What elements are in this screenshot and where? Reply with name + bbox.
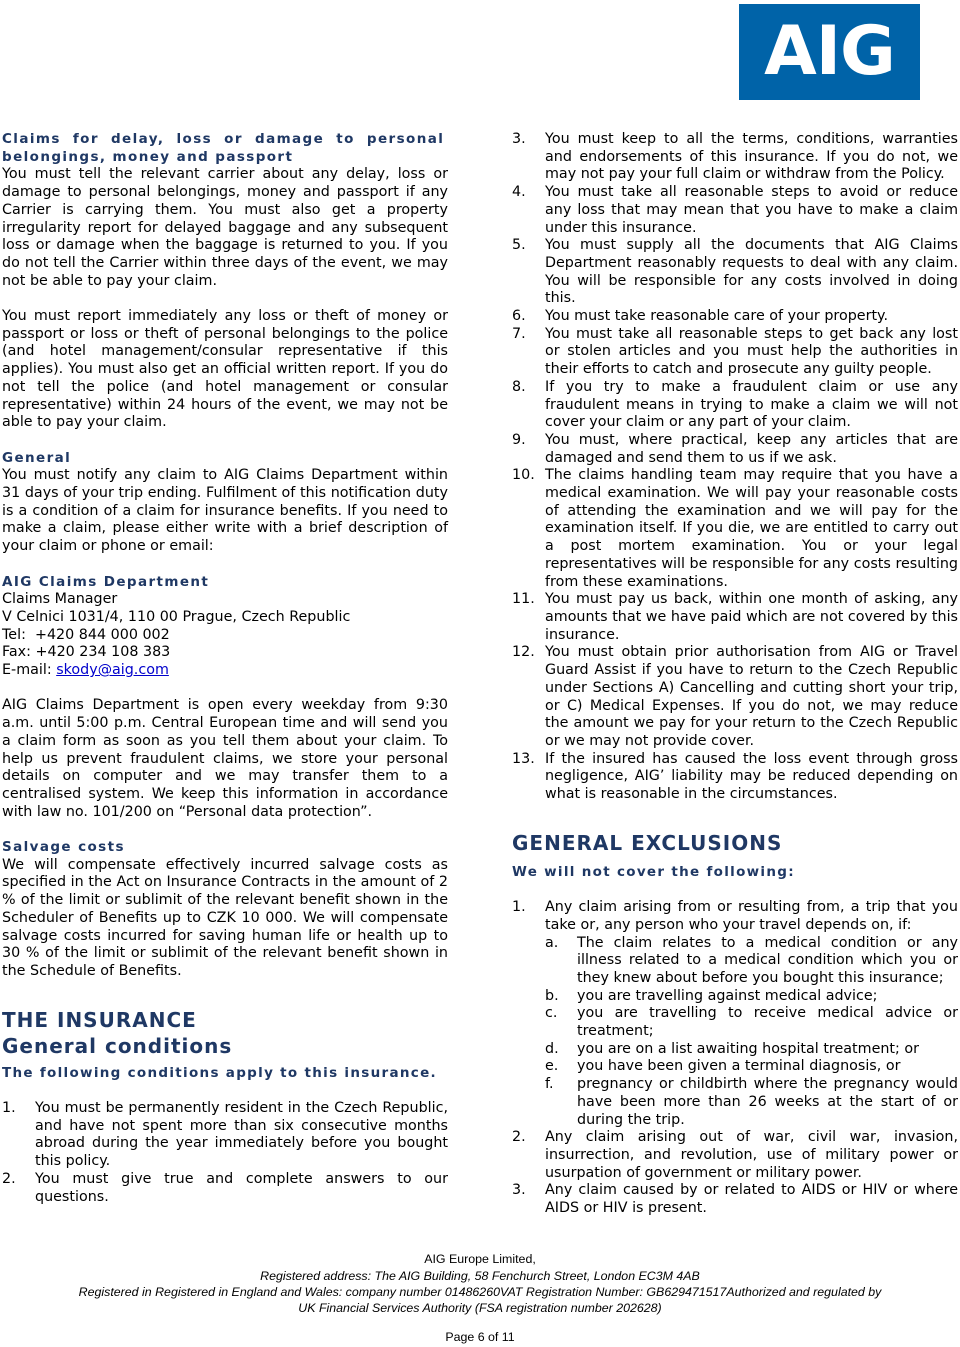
claims-heading-line-1: Claims for delay, loss or damage to personal bbox=[2, 131, 445, 147]
sub-item-text: The claim relates to a medical condition or any illness related to a medical condition which you or they knew about before you bought this insurance; bbox=[577, 934, 958, 986]
condition-item bbox=[512, 467, 958, 591]
sub-item-text: you have been given a terminal diagnosis, or bbox=[577, 1058, 901, 1075]
salvage-paragraph: We will compensate effectively incurred salvage costs as specified in the Act on Insurance Contracts in the amount of 2 % of the limit or sublimit of the relevant benefit shown in the Scheduler of Benefits up to CZK 10 000. We will compensate salvage costs incurred for saving human life or health up to 30 % of the limit or sublimit of the relevant benefit shown in the Schedule of Benefits. bbox=[2, 856, 448, 979]
condition-number: 8. bbox=[512, 378, 526, 395]
condition-number: 6. bbox=[512, 308, 526, 325]
dept-email-row bbox=[2, 662, 448, 680]
exclusion-sub-item bbox=[545, 1058, 958, 1076]
condition-text: You must obtain prior authorisation from AIG or Travel Guard Assist if you have to return to the Czech Republic under Sections A) Cancelling and cutting short your trip, or C) Medical Expenses. If you do not, we may reduce the amount we pay for your return to the Czech Republic or we may not provide cover. bbox=[545, 644, 958, 749]
salvage-heading: Salvage costs bbox=[2, 839, 125, 856]
condition-text: You must give true and complete answers to our questions. bbox=[35, 1170, 448, 1205]
exclusions-intro: We will not cover the following: bbox=[512, 863, 795, 880]
condition-number: 4. bbox=[512, 184, 526, 201]
condition-text: You must supply all the documents that AIG Claims Department reasonably requests to deal with any claim. You will be responsible for any costs involved in doing this. bbox=[545, 237, 958, 307]
condition-text: You must take all reasonable steps to get back any lost or stolen articles and you must help the authorities in their efforts to catch and prosecute any guilty people. bbox=[545, 325, 958, 378]
aig-logo-text: AIG bbox=[764, 12, 895, 91]
footer-regulation: UK Financial Services Authority (FSA registration number 202628) bbox=[298, 1301, 662, 1315]
condition-text: You must, where practical, keep any articles that are damaged and send them to us if we ask. bbox=[545, 431, 958, 466]
dept-line-fax: Fax: +420 234 108 383 bbox=[2, 644, 171, 661]
exclusion-sub-item bbox=[545, 1041, 958, 1059]
exclusion-sub-item bbox=[545, 988, 958, 1006]
exclusion-item bbox=[512, 899, 958, 1129]
condition-item bbox=[512, 432, 958, 467]
exclusion-item bbox=[512, 1182, 958, 1217]
condition-number: 10. bbox=[512, 467, 535, 484]
condition-item bbox=[2, 1100, 448, 1171]
left-column bbox=[2, 131, 448, 1206]
email-link[interactable]: skody@aig.com bbox=[56, 662, 169, 679]
exclusion-number: 3. bbox=[512, 1182, 526, 1199]
condition-item bbox=[512, 644, 958, 750]
sub-item-letter: f. bbox=[545, 1076, 554, 1093]
email-label: E-mail: bbox=[2, 662, 57, 679]
condition-item bbox=[512, 379, 958, 432]
exclusion-sub-item bbox=[545, 1005, 958, 1040]
sub-item-letter: a. bbox=[545, 934, 559, 951]
exclusion-text: Any claim caused by or related to AIDS or HIV or where AIDS or HIV is present. bbox=[545, 1182, 958, 1217]
condition-text: You must take reasonable care of your property. bbox=[545, 308, 889, 325]
condition-number: 1. bbox=[2, 1100, 16, 1117]
condition-text: The claims handling team may require that you have a medical examination. We will pay your reasonable costs of attending the examination and we will pay for the examination itself. If you die, we are entitled to carry out a post mortem examination. You or your legal representatives will be responsible for any costs resulting from these examinations. bbox=[545, 467, 958, 590]
exclusion-text: Any claim arising out of war, civil war, invasion, insurrection, and revolution, use of military power or usurpation of government or military power. bbox=[545, 1129, 958, 1181]
footer-registration: Registered in Registered in England and Wales: company number 01486260VAT Registration Number: GB629471517Authorized and regulated by bbox=[78, 1285, 882, 1299]
dept-line-tel: Tel: +420 844 000 002 bbox=[2, 626, 170, 643]
dept-line-manager: Claims Manager bbox=[2, 591, 118, 608]
condition-text: If the insured has caused the loss event through gross negligence, AIG’ liability may be reduced depending on what is reasonable in the circumstances. bbox=[545, 750, 958, 803]
exclusion-number: 1. bbox=[512, 899, 526, 916]
exclusion-sub-item bbox=[545, 935, 958, 988]
condition-item bbox=[512, 184, 958, 237]
condition-number: 9. bbox=[512, 431, 526, 448]
sub-item-letter: b. bbox=[545, 987, 559, 1004]
general-exclusions-heading: GENERAL EXCLUSIONS bbox=[512, 830, 783, 855]
condition-item bbox=[512, 237, 958, 308]
insurance-heading: THE INSURANCE bbox=[2, 1007, 197, 1032]
condition-text: If you try to make a fraudulent claim or use any fraudulent means in trying to make a claim we will not cover your claim or any part of your claim. bbox=[545, 378, 958, 431]
exclusion-number: 2. bbox=[512, 1129, 526, 1146]
right-column bbox=[512, 131, 958, 1218]
general-paragraph: You must notify any claim to AIG Claims Department within 31 days of your trip ending. Fulfilment of this notification duty is a condition of a claim for insurance benefits. If you need to make a claim, please either write with a brief description of your claim or phone or email: bbox=[2, 467, 448, 555]
condition-text: You must keep to all the terms, conditions, warranties and endorsements of this insurance. If you do not, we may not pay your full claim or withdraw from the Policy. bbox=[545, 131, 958, 183]
dept-line-address: V Celnici 1031/4, 110 00 Prague, Czech Republic bbox=[2, 608, 351, 625]
footer-company: AIG Europe Limited, bbox=[424, 1252, 536, 1266]
conditions-intro: The following conditions apply to this insurance. bbox=[2, 1064, 437, 1081]
condition-number: 12. bbox=[512, 644, 535, 661]
claims-department-heading: AIG Claims Department bbox=[2, 573, 210, 590]
condition-text: You must take all reasonable steps to avoid or reduce any loss that may mean that you have to make a claim under this insurance. bbox=[545, 184, 958, 236]
sub-item-letter: c. bbox=[545, 1005, 558, 1022]
sub-item-text: pregnancy or childbirth where the pregnancy would have been more than 26 weeks at the start of or during the trip. bbox=[577, 1076, 958, 1128]
sub-item-text: you are travelling against medical advice; bbox=[577, 987, 878, 1004]
condition-number: 13. bbox=[512, 750, 535, 767]
aig-logo bbox=[739, 4, 920, 100]
condition-number: 11. bbox=[512, 591, 535, 608]
condition-item bbox=[512, 131, 958, 184]
condition-item bbox=[512, 751, 958, 804]
exclusion-item bbox=[512, 1129, 958, 1182]
condition-number: 5. bbox=[512, 237, 526, 254]
opening-hours-paragraph: AIG Claims Department is open every weekday from 9:30 a.m. until 5:00 p.m. Central European time and will send you a claim form as soon as you tell them about your claim. To help us prevent fraudulent claims, we store your personal details on computer and we may transfer them to a centralised system. We keep this information in accordance with law no. 101/200 on “Personal data protection”. bbox=[2, 697, 448, 820]
condition-text: You must pay us back, within one month of asking, any amounts that we have paid which are not covered by this insurance. bbox=[545, 591, 958, 643]
page-number: Page 6 of 11 bbox=[445, 1330, 515, 1344]
report-paragraph: You must report immediately any loss or theft of money or passport or loss or theft of personal belongings to the police (and hotel management/consular representative if this applies). You must also get an official written report. If you do not tell the police (and hotel management or consular representative) within 24 hours of the event, we may not be able to pay your claim. bbox=[2, 308, 448, 431]
condition-number: 3. bbox=[512, 131, 526, 147]
general-conditions-heading: General conditions bbox=[2, 1033, 233, 1058]
footer-address: Registered address: The AIG Building, 58 Fenchurch Street, London EC3M 4AB bbox=[260, 1269, 700, 1283]
sub-item-text: you are on a list awaiting hospital treatment; or bbox=[577, 1040, 920, 1057]
condition-number: 7. bbox=[512, 325, 526, 342]
claims-heading-line-2: belongings, money and passport bbox=[2, 148, 294, 165]
sub-item-letter: d. bbox=[545, 1040, 559, 1057]
condition-number: 2. bbox=[2, 1170, 16, 1187]
claims-paragraph: You must tell the relevant carrier about any delay, loss or damage to personal belongings, money and passport if any Carrier is carrying them. You must also get a property irregularity report for delayed baggage and any subsequent loss or damage when the baggage is returned to you. If you do not tell the Carrier within three days of the event, we may not be able to pay your claim. bbox=[2, 166, 448, 289]
exclusion-sub-item bbox=[545, 1076, 958, 1129]
condition-item bbox=[512, 591, 958, 644]
condition-item bbox=[2, 1171, 448, 1206]
sub-item-letter: e. bbox=[545, 1058, 559, 1075]
condition-text: You must be permanently resident in the Czech Republic, and have not spent more than six consecutive months abroad during the year immediately before you bought this policy. bbox=[35, 1100, 448, 1170]
condition-item bbox=[512, 326, 958, 379]
exclusion-text: Any claim arising from or resulting from, a trip that you take or, any person who your travel depends on, if: bbox=[545, 899, 958, 933]
general-heading: General bbox=[2, 449, 72, 466]
condition-item bbox=[512, 308, 958, 326]
sub-item-text: you are travelling to receive medical advice or treatment; bbox=[577, 1005, 958, 1040]
